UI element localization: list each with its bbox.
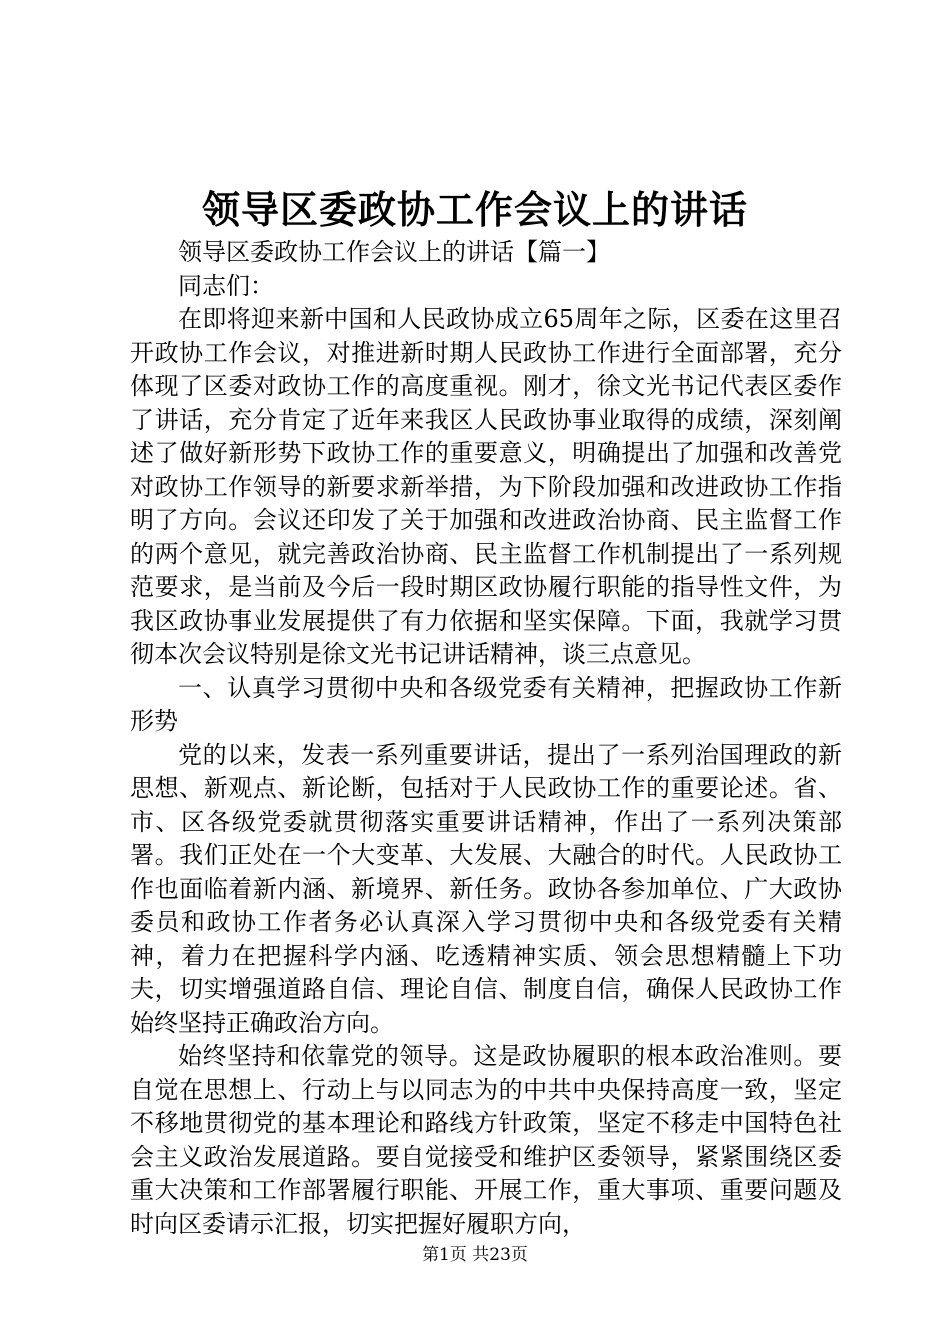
paragraph: 党的以来，发表一系列重要讲话，提出了一系列治国理政的新思想、新观点、新论断，包括对于人民政协工作的重要论述。省、市、区各级党委就贯彻落实重要讲话精神，作出了一系列决策部署。我们正处在一个大变革、大发展、大融合的时代。人民政协工作也面临着新内涵、新境界、新任务。政协各参加单位、广大政协委员和政协工作者务必认真深入学习贯彻中央和各级党委有关精神，着力在把握科学内涵、吃透精神实质、领会思想精髓上下功夫，切实增强道路自信、理论自信、制度自信，确保人民政协工作始终坚持正确政治方向。 xyxy=(130,740,842,1037)
paragraph: 始终坚持和依靠党的领导。这是政协履职的根本政治准则。要自觉在思想上、行动上与以同志为的中共中央保持高度一致，坚定不移地贯彻党的基本理论和路线方针政策，坚定不移走中国特色社会主义政治发展道路。要自觉接受和维护区委领导，紧紧围绕区委重大决策和工作部署履行职能、开展工作，重大事项、重要问题及时向区委请示汇报，切实把握好履职方向， xyxy=(130,1042,842,1238)
document-title: 领导区委政协工作会议上的讲话 xyxy=(201,187,748,232)
section-heading: 领导区委政协工作会议上的讲话【篇一】 xyxy=(178,238,610,266)
paragraph: 在即将迎来新中国和人民政协成立65周年之际，区委在这里召开政协工作会议，对推进新时期人民政协工作进行全面部署，充分体现了区委对政协工作的高度重视。刚才，徐文光书记代表区委作了讲话，充分肯定了近年来我区人民政协事业取得的成绩，深刻阐述了做好新形势下政协工作的重要意义，明确提出了加强和改善党对政协工作领导的新要求新举措，为下阶段加强和改进政协工作指明了方向。会议还印发了关于加强和改进政治协商、民主监督工作的两个意见，就完善政治协商、民主监督工作机制提出了一系列规范要求，是当前及今后一段时期区政协履行职能的指导性文件，为我区政协事业发展提供了有力依据和坚实保障。下面，我就学习贯彻本次会议特别是徐文光书记讲话精神，谈三点意见。 xyxy=(130,305,842,668)
page-number: 第1页 共23页 xyxy=(422,1245,528,1265)
paragraph-heading: 一、认真学习贯彻中央和各级党委有关精神，把握政协工作新形势 xyxy=(130,673,842,735)
salutation: 同志们： xyxy=(178,271,274,300)
document-body xyxy=(130,236,842,1241)
